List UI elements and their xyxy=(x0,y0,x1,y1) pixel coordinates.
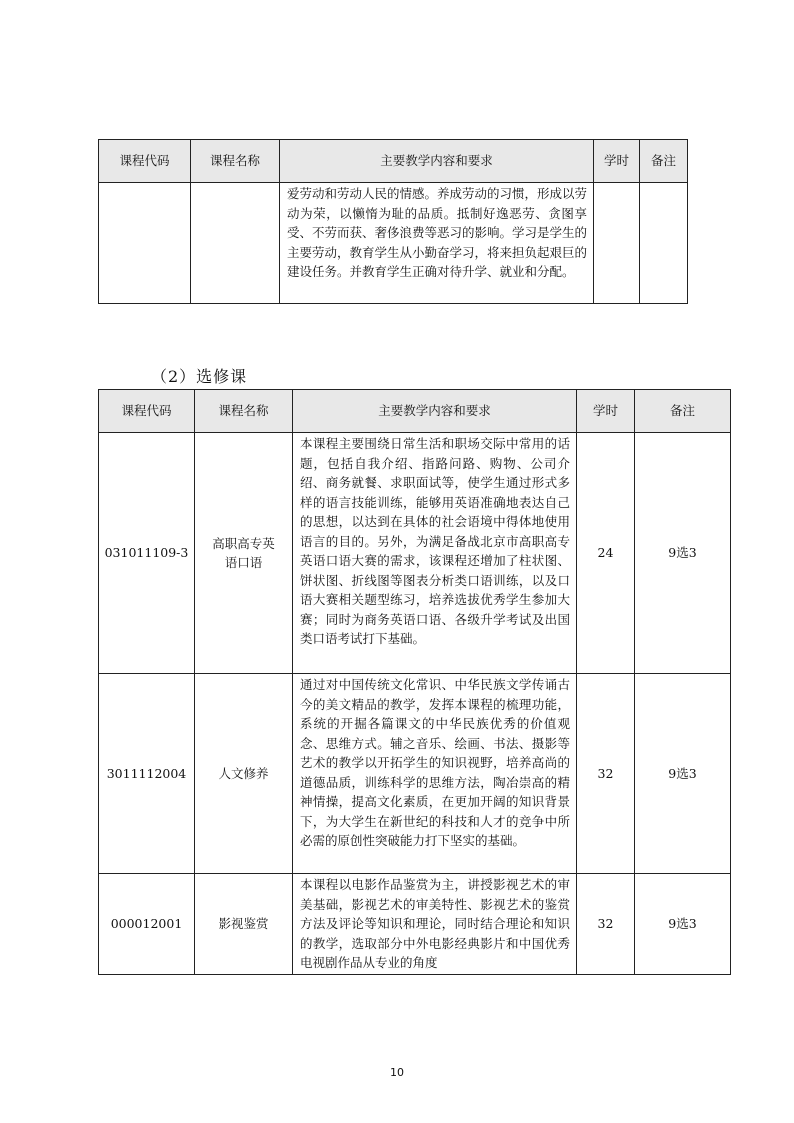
course-hours: 32 xyxy=(577,674,635,874)
course-name: 高职高专英语口语 xyxy=(195,433,293,674)
header-course-code: 课程代码 xyxy=(99,140,191,183)
course-content: 本课程主要围绕日常生活和职场交际中常用的话题，包括自我介绍、指路问路、购物、公司介绍、商务就餐、求职面试等，使学生通过形式多样的语言技能训练，能够用英语准确地表达自己的思想，以达到在具体的社会语境中得体地使用语言的目的。另外，为满足备战北京市高职高专英语口语大赛的需求，该课程还增加了柱状图、饼状图、折线图等图表分析类口语训练，以及口语大赛相关题型练习，培养选拔优秀学生参加大赛；同时为商务英语口语、各级升学考试及出国类口语考试打下基础。 xyxy=(293,433,577,674)
header-course-name: 课程名称 xyxy=(191,140,280,183)
table-row xyxy=(99,183,688,304)
course-code: 031011109-3 xyxy=(99,433,195,674)
header-course-code: 课程代码 xyxy=(99,390,195,433)
header-note: 备注 xyxy=(635,390,731,433)
table-row xyxy=(99,874,731,975)
course-code: 3011112004 xyxy=(99,674,195,874)
course-hours: 24 xyxy=(577,433,635,674)
course-name: 人文修养 xyxy=(195,674,293,874)
header-content: 主要教学内容和要求 xyxy=(293,390,577,433)
course-content: 爱劳动和劳动人民的情感。养成劳动的习惯，形成以劳动为荣，以懒惰为耻的品质。抵制好逸恶劳、贪图享受、不劳而获、奢侈浪费等恶习的影响。学习是学生的主要劳动，教育学生从小勤奋学习，将来担负起艰巨的建设任务。并教育学生正确对待升学、就业和分配。 xyxy=(280,183,594,304)
course-hours: 32 xyxy=(577,874,635,975)
course-code: 000012001 xyxy=(99,874,195,975)
course-code xyxy=(99,183,191,304)
course-name: 影视鉴赏 xyxy=(195,874,293,975)
table-header-row xyxy=(99,390,731,433)
header-content: 主要教学内容和要求 xyxy=(280,140,594,183)
course-content: 本课程以电影作品鉴赏为主，讲授影视艺术的审美基础，影视艺术的审美特性、影视艺术的鉴赏方法及评论等知识和理论，同时结合理论和知识的教学，选取部分中外电影经典影片和中国优秀电视剧作品从专业的角度 xyxy=(293,874,577,975)
course-note: 9选3 xyxy=(635,433,731,674)
section-title: （2）选修课 xyxy=(151,367,248,386)
header-course-name: 课程名称 xyxy=(195,390,293,433)
course-name xyxy=(191,183,280,304)
elective-course-table xyxy=(98,389,731,975)
table-row xyxy=(99,433,731,674)
course-hours xyxy=(594,183,640,304)
table-row xyxy=(99,674,731,874)
page-number: 10 xyxy=(390,1066,404,1079)
course-note: 9选3 xyxy=(635,674,731,874)
header-note: 备注 xyxy=(640,140,688,183)
table-header-row xyxy=(99,140,688,183)
course-note: 9选3 xyxy=(635,874,731,975)
header-hours: 学时 xyxy=(594,140,640,183)
header-hours: 学时 xyxy=(577,390,635,433)
course-content: 通过对中国传统文化常识、中华民族文学传诵古今的美文精品的教学，发挥本课程的梳理功能，系统的开掘各篇课文的中华民族优秀的价值观念、思维方式。辅之音乐、绘画、书法、摄影等艺术的教学以开拓学生的知识视野，培养高尚的道德品质，训练科学的思维方法，陶冶崇高的精神情操，提高文化素质，在更加开阔的知识背景下，为大学生在新世纪的科技和人才的竞争中所必需的原创性突破能力打下坚实的基础。 xyxy=(293,674,577,874)
course-table-continued xyxy=(98,139,688,304)
course-note xyxy=(640,183,688,304)
